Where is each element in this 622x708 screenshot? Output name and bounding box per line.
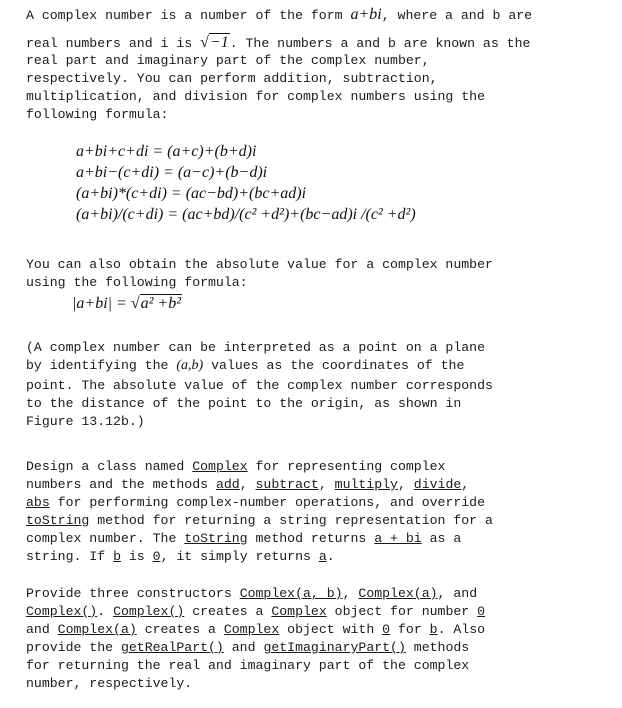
formula-absolute-value bbox=[72, 295, 182, 313]
text: , bbox=[239, 477, 256, 492]
text: for performing complex-number operations, and override bbox=[49, 495, 486, 510]
code-a-plus-bi: a + bi bbox=[374, 531, 422, 546]
text: provide the bbox=[26, 640, 121, 655]
code-tostring: toString bbox=[26, 513, 90, 528]
text: real numbers and i is bbox=[26, 36, 201, 51]
p1-line-1 bbox=[26, 6, 532, 25]
math-a-b: (a,b) bbox=[176, 358, 204, 373]
text: Provide three constructors bbox=[26, 586, 240, 601]
code-tostring: toString bbox=[184, 531, 248, 546]
text: object with bbox=[279, 622, 383, 637]
text: method for returning a string representation for a bbox=[89, 513, 493, 528]
text: object for number bbox=[326, 604, 478, 619]
code-complex-a-b: Complex(a, b) bbox=[239, 586, 343, 601]
code-complex-a: Complex(a) bbox=[57, 622, 137, 637]
code-zero: 0 bbox=[477, 604, 486, 619]
p5-line-4 bbox=[26, 639, 469, 657]
text: and bbox=[26, 622, 58, 637]
code-complex: Complex bbox=[223, 622, 280, 637]
p3-line-3: point. The absolute value of the complex number corresponds bbox=[26, 378, 493, 393]
formula-division: (a+bi)/(c+di) = (ac+bd)/(c² +d²)+(bc−ad)i /(c² +d²) bbox=[76, 206, 416, 223]
text: and bbox=[223, 640, 264, 655]
p5-line-2 bbox=[26, 603, 485, 621]
code-getrealpart: getRealPart() bbox=[120, 640, 224, 655]
p1-line-4: respectively. You can perform addition, subtraction, bbox=[26, 71, 438, 86]
text: values as the coordinates of the bbox=[203, 358, 465, 373]
math-sqrt-minus-one: √−1 bbox=[200, 34, 229, 51]
formula-subtraction: a+bi−(c+di) = (a−c)+(b−d)i bbox=[76, 164, 268, 181]
text: complex number. The bbox=[26, 531, 185, 546]
text: numbers and the methods bbox=[26, 477, 216, 492]
text: , bbox=[342, 586, 359, 601]
code-b: b bbox=[429, 622, 438, 637]
text: . bbox=[326, 549, 335, 564]
p1-line-3: real part and imaginary part of the complex number, bbox=[26, 53, 430, 68]
formula-multiplication: (a+bi)*(c+di) = (ac−bd)+(bc+ad)i bbox=[76, 185, 307, 202]
code-b: b bbox=[113, 549, 121, 564]
code-zero: 0 bbox=[152, 549, 161, 564]
code-add: add bbox=[215, 477, 240, 492]
text: for bbox=[390, 622, 430, 637]
p2-line-1: You can also obtain the absolute value for a complex number bbox=[26, 257, 493, 272]
text: by identifying the bbox=[26, 358, 177, 373]
text: . bbox=[97, 604, 114, 619]
p4-line-5 bbox=[26, 530, 461, 548]
p1-line-6: following formula: bbox=[26, 107, 169, 122]
p3-line-5: Figure 13.12b.) bbox=[26, 414, 145, 429]
p4-line-2 bbox=[26, 476, 469, 494]
p5-line-1 bbox=[26, 585, 477, 603]
p4-line-4 bbox=[26, 512, 493, 530]
code-a: a bbox=[318, 549, 327, 564]
text: , where a and b are bbox=[381, 8, 533, 23]
p5-line-5: for returning the real and imaginary part of the complex bbox=[26, 658, 470, 673]
p3-line-2 bbox=[26, 357, 464, 375]
code-multiply: multiply bbox=[334, 477, 398, 492]
text: Design a class named bbox=[26, 459, 193, 474]
text: , bbox=[461, 477, 470, 492]
code-complex-a: Complex(a) bbox=[358, 586, 438, 601]
code-complex: Complex bbox=[192, 459, 248, 474]
code-complex: Complex bbox=[271, 604, 327, 619]
code-abs: abs bbox=[26, 495, 50, 510]
text: . Also bbox=[437, 622, 486, 637]
text: . The numbers a and b are known as the bbox=[229, 36, 531, 51]
p5-line-6: number, respectively. bbox=[26, 676, 193, 691]
text: method returns bbox=[247, 531, 375, 546]
code-subtract: subtract bbox=[255, 477, 319, 492]
p3-line-4: to the distance of the point to the origin, as shown in bbox=[26, 396, 462, 411]
abs-lhs: |a+bi| = bbox=[72, 295, 131, 312]
math-a-plus-bi: a+bi bbox=[350, 6, 382, 23]
text: as a bbox=[421, 531, 462, 546]
code-zero: 0 bbox=[382, 622, 391, 637]
text: string. If bbox=[26, 549, 114, 564]
p4-line-1 bbox=[26, 458, 445, 476]
p2-line-2: using the following formula: bbox=[26, 275, 248, 290]
p3-line-1: (A complex number can be interpreted as a point on a plane bbox=[26, 340, 485, 355]
text: , it simply returns bbox=[160, 549, 319, 564]
p5-line-3 bbox=[26, 621, 485, 639]
code-complex-empty: Complex() bbox=[113, 604, 185, 619]
text: methods bbox=[405, 640, 470, 655]
text: creates a bbox=[136, 622, 224, 637]
sqrt-sum-of-squares: √a² +b² bbox=[130, 295, 182, 312]
sqrt-radicand: −1 bbox=[209, 34, 229, 51]
formula-addition: a+bi+c+di = (a+c)+(b+d)i bbox=[76, 143, 257, 160]
text: , bbox=[397, 477, 414, 492]
sqrt-radicand: a² +b² bbox=[140, 295, 182, 312]
text: creates a bbox=[184, 604, 272, 619]
text: A complex number is a number of the form bbox=[26, 8, 351, 23]
text: , and bbox=[437, 586, 478, 601]
text: is bbox=[120, 549, 153, 564]
p4-line-6 bbox=[26, 548, 335, 566]
code-getimaginarypart: getImaginaryPart() bbox=[263, 640, 406, 655]
text: , bbox=[318, 477, 335, 492]
code-complex-empty: Complex() bbox=[26, 604, 98, 619]
p4-line-3 bbox=[26, 494, 485, 512]
p1-line-5: multiplication, and division for complex numbers using the bbox=[26, 89, 485, 104]
text: for representing complex bbox=[247, 459, 446, 474]
p1-line-2 bbox=[26, 34, 530, 53]
code-divide: divide bbox=[413, 477, 462, 492]
